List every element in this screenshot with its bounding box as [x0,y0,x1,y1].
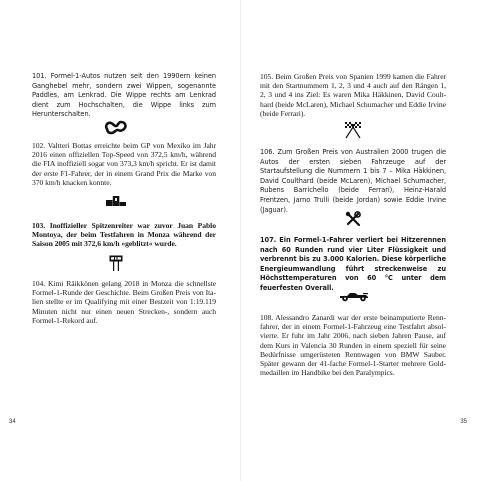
fact-107: 107. Ein Formel-1-Fahrer verliert bei Hitzerennen nach 60 Runden rund vier Liter Flüssigkeit und verbrennt bis zu 3.000 Kalorien. Diese körperliche Energieumwandlung führt streckenweise zu Höchsttemperaturen von 60 °C unter dem feuerfesten Overall. [260,236,446,292]
tools-icon [345,211,361,227]
fact-102: 102. Valtteri Bottas erreichte beim GP von Mexiko im Jahr 2016 einen offiziellen Top-Speed von 372,5 km/h, während die FIA inoffiziell sogar von 373,3 km/h spricht. Er ist damit der erste F1-Fahrer, der in einem Grand Prix die Marke von 370 km/h knacken konnte. [32,141,216,187]
fact-106: 106. Zum Großen Preis von Australien 2000 trugen die Autos der ersten sieben Fahrzeuge auf der Startaufstellung die Nummern 1 bis 7 – Mika Häkkinen, David Coulthard (beide McLaren), Michael Schumacher, Rubens Barrichello (beide Ferrari), Heinz-Harald Frentzen, Jarno Trulli (beide Jordan) sowie Eddie Irvine (Jaguar). [260,148,446,214]
fact-108: 108. Alessandro Zanardi war der erste beinamputierte Rennfahrer, der in einem Formel-1-Fahrzeug eine Testfahrt absolvierte. Er fuhr im Jahr 2006, nach sieben Jahren Pause, auf dem Kurs in Valencia 30 Runden in einem speziell für seine Bedürfnisse umgerüsteten Rennwagen von BMW Sauber. Später gewann der 41-fache Formel-1-Starter mehrere Goldmedaillen im Handbike bei den Paralympics. [260,313,446,378]
right-page [241,0,481,481]
race-track-icon [104,119,128,136]
race-car-icon [339,290,369,302]
fact-103: 103. Inoffizieller Spitzenreiter war zuvor Juan Pablo Montoya, der beim Testfahren in Monza während der Saison 2005 mit 372,6 km/h »geblitzt« wurde. [32,221,216,249]
pit-board-icon [109,255,123,271]
fact-105: 105. Beim Großen Preis von Spanien 1999 kamen die Fahrer mit den Startnummern 1, 2, 3 und 4 auch auf den Rängen 1, 2, 3 und 4 ins Ziel: Es waren Mika Häkkinen, David Coulthard (beide McLaren), Michael Schumacher und Eddie Irvine (beide Ferrari). [260,72,446,118]
page-number: 34 [9,419,16,425]
page-number: 35 [460,419,467,425]
checkered-flags-icon [344,121,362,139]
left-page [0,0,240,481]
fact-104: 104. Kimi Räikkönen gelang 2018 in Monza die schnellste Formel-1-Runde der Geschichte. Beim Großen Preis von Italien stellte er im Qualifying mit einer Bestzeit von 1:19.119 Minuten nicht nur einen neuen Strecken-, sondern auch Formel-1-Rekord auf. [32,279,216,325]
podium-icon [106,196,126,206]
fact-101: 101. Formel-1-Autos nutzen seit den 1990ern keinen Ganghebel mehr, sondern zwei Wippen, sogenannte Paddles, am Lenkrad. Die Wippe rechts am Lenkrad dient zum Hochschalten, die Wippe links zum Herunterschalten. [32,72,216,119]
